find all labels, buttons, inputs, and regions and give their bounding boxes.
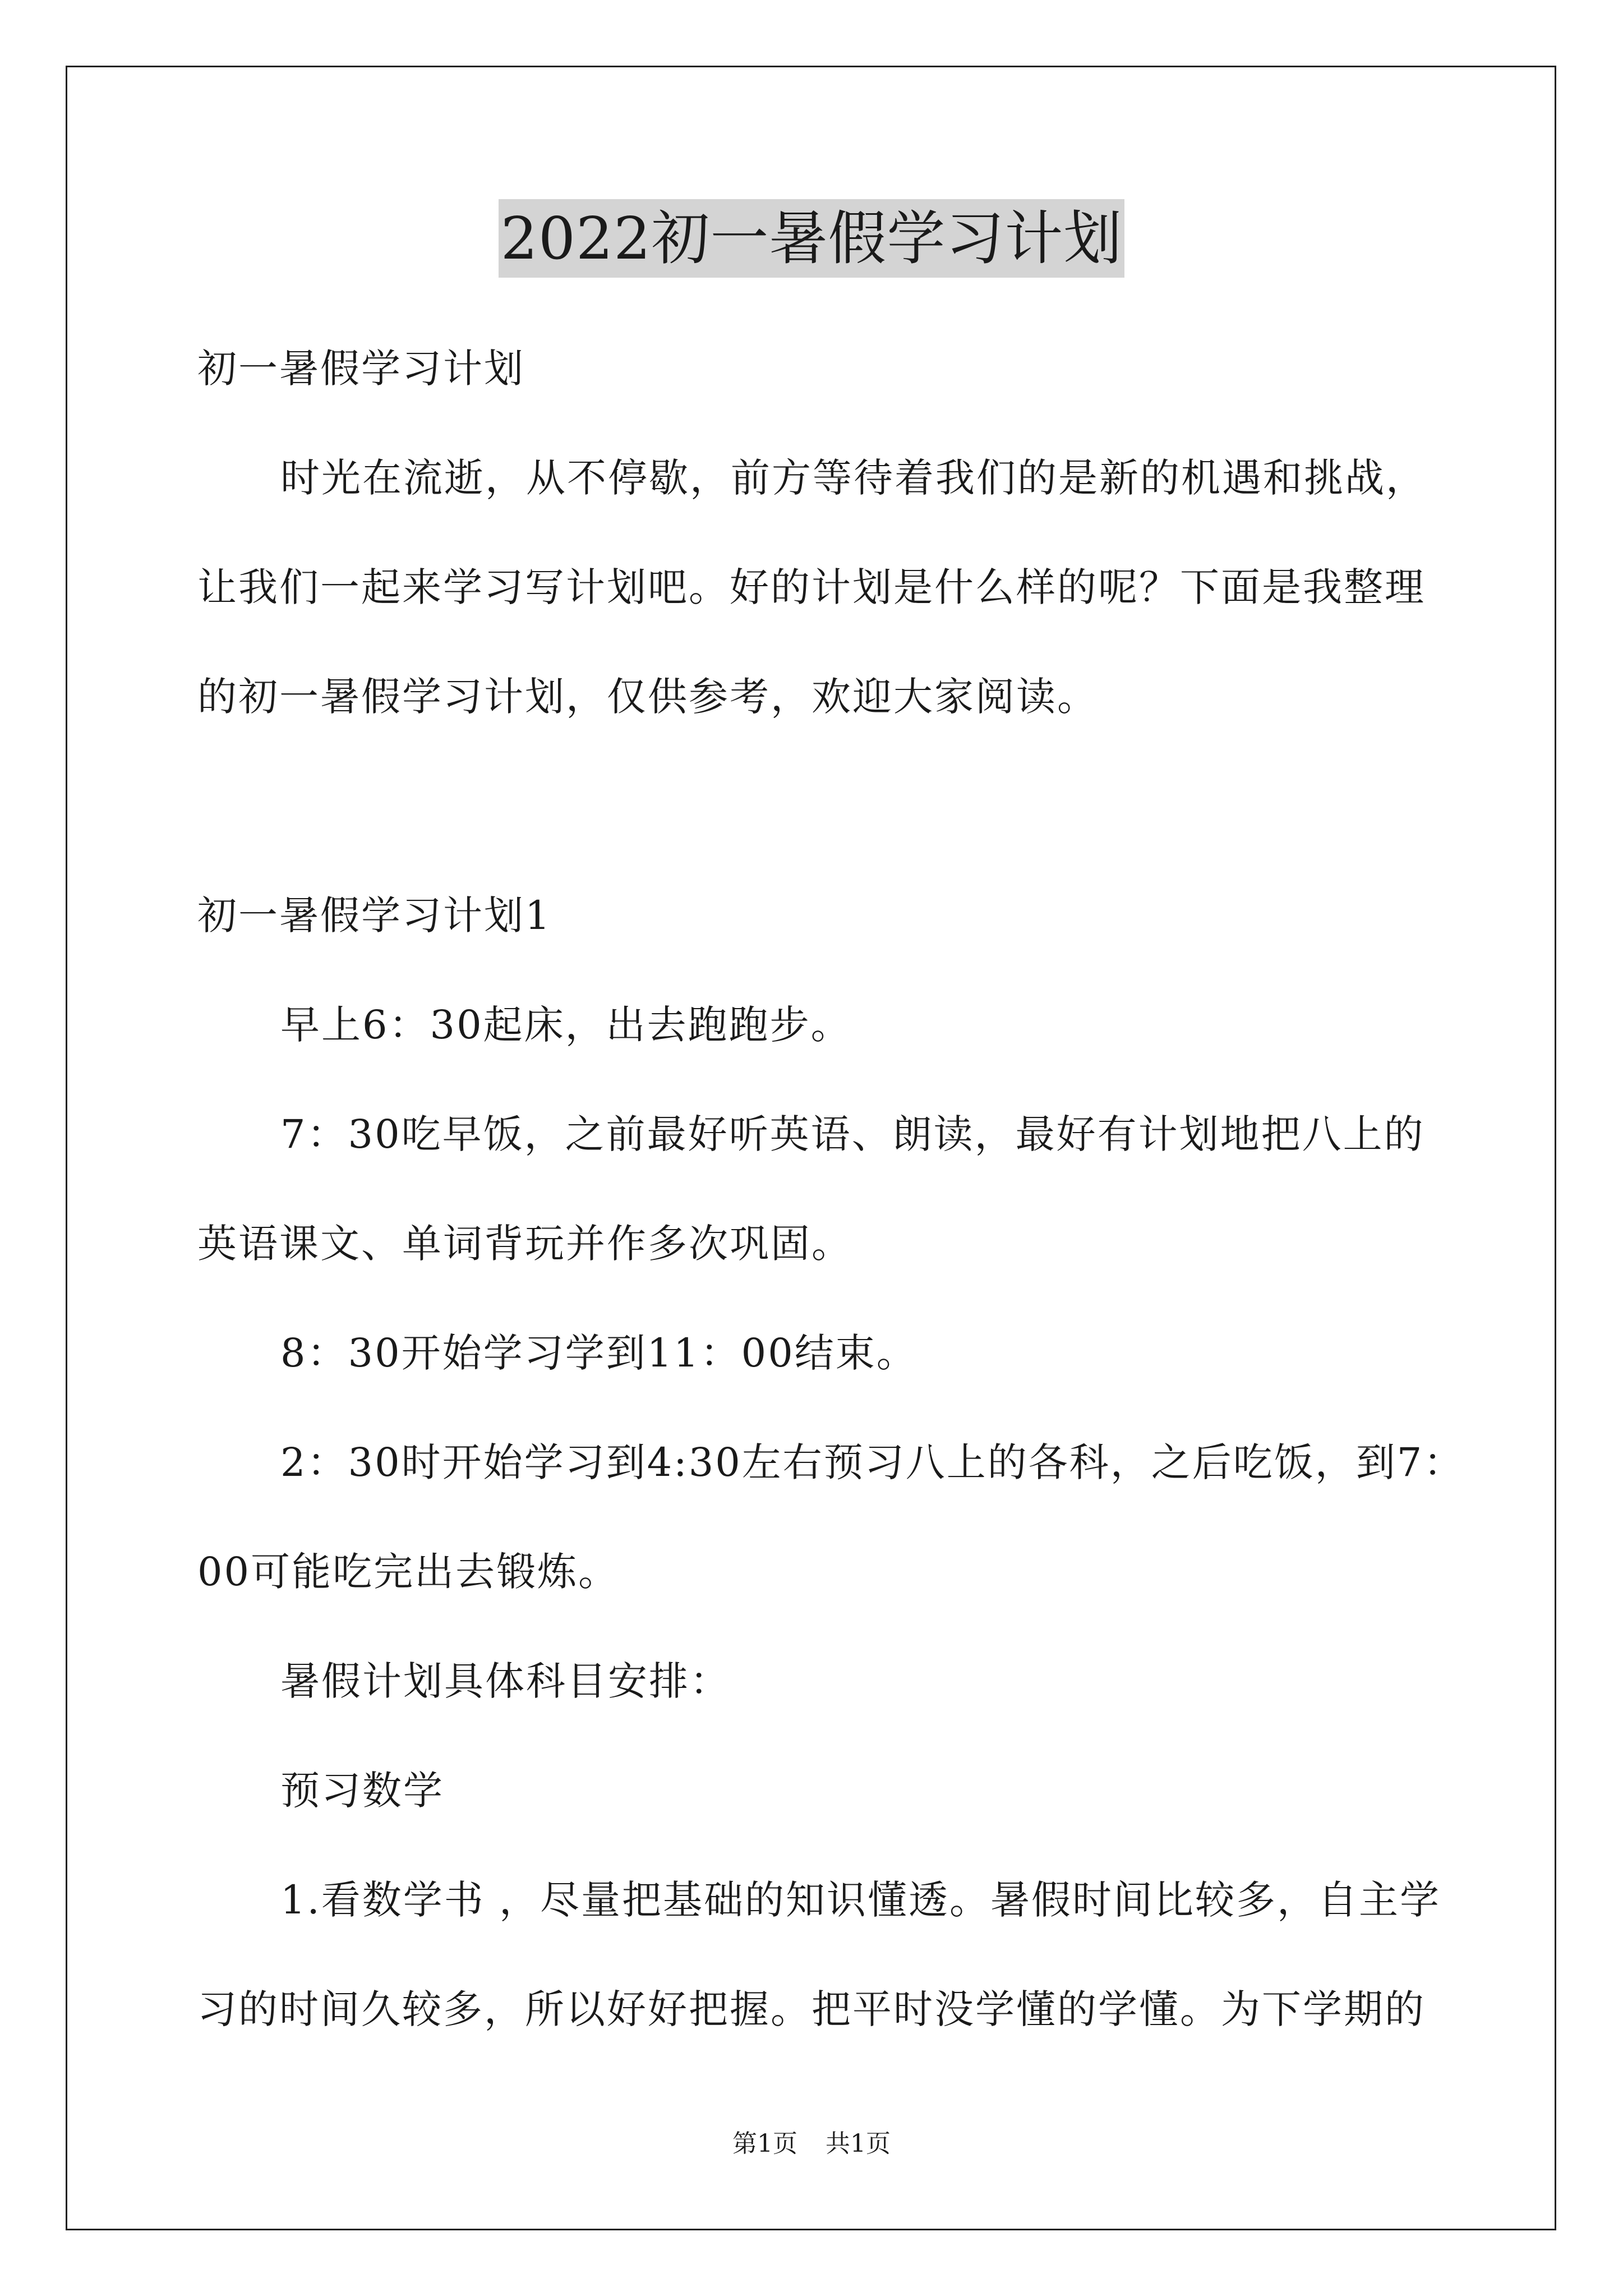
title-container (0, 199, 1623, 278)
document-body (197, 314, 1465, 2064)
paragraph-line: 7：30吃早饭，之前最好听英语、朗读，最好有计划地把八上的 (280, 1111, 1425, 1157)
paragraph-line: 时光在流逝，从不停歇，前方等待着我们的是新的机遇和挑战， (280, 455, 1427, 501)
paragraph-line: 2：30时开始学习到4:30左右预习八上的各科，之后吃饭，到7： (280, 1439, 1465, 1485)
page-number-total: 共1页 (826, 2129, 891, 2158)
paragraph-line: 00可能吃完出去锻炼。 (197, 1549, 620, 1595)
paragraph-line: 习的时间久较多，所以好好把握。把平时没学懂的学懂。为下学期的 (197, 1986, 1426, 2032)
paragraph-line: 的初一暑假学习计划，仅供参考，欢迎大家阅读。 (197, 674, 1098, 720)
paragraph-line: 8：30开始学习学到11：00结束。 (280, 1330, 917, 1376)
paragraph-line: 1.看数学书 ，尽量把基础的知识懂透。暑假时间比较多，自主学 (280, 1877, 1441, 1923)
paragraph-line: 初一暑假学习计划 (197, 346, 525, 392)
subject-heading: 预习数学 (280, 1768, 444, 1814)
paragraph-line: 英语课文、单词背玩并作多次巩固。 (197, 1221, 852, 1267)
page-footer (0, 2127, 1623, 2161)
paragraph-line: 早上6：30起床，出去跑跑步。 (280, 1002, 852, 1048)
blank-line (197, 752, 1437, 861)
paragraph-line: 让我们一起来学习写计划吧。好的计划是什么样的呢？下面是我整理 (197, 564, 1426, 610)
document-title: 2022初一暑假学习计划 (499, 199, 1125, 278)
page-number-current: 第1页 (732, 2129, 797, 2158)
paragraph-line: 暑假计划具体科目安排： (280, 1658, 731, 1704)
section-heading: 初一暑假学习计划1 (197, 892, 552, 938)
